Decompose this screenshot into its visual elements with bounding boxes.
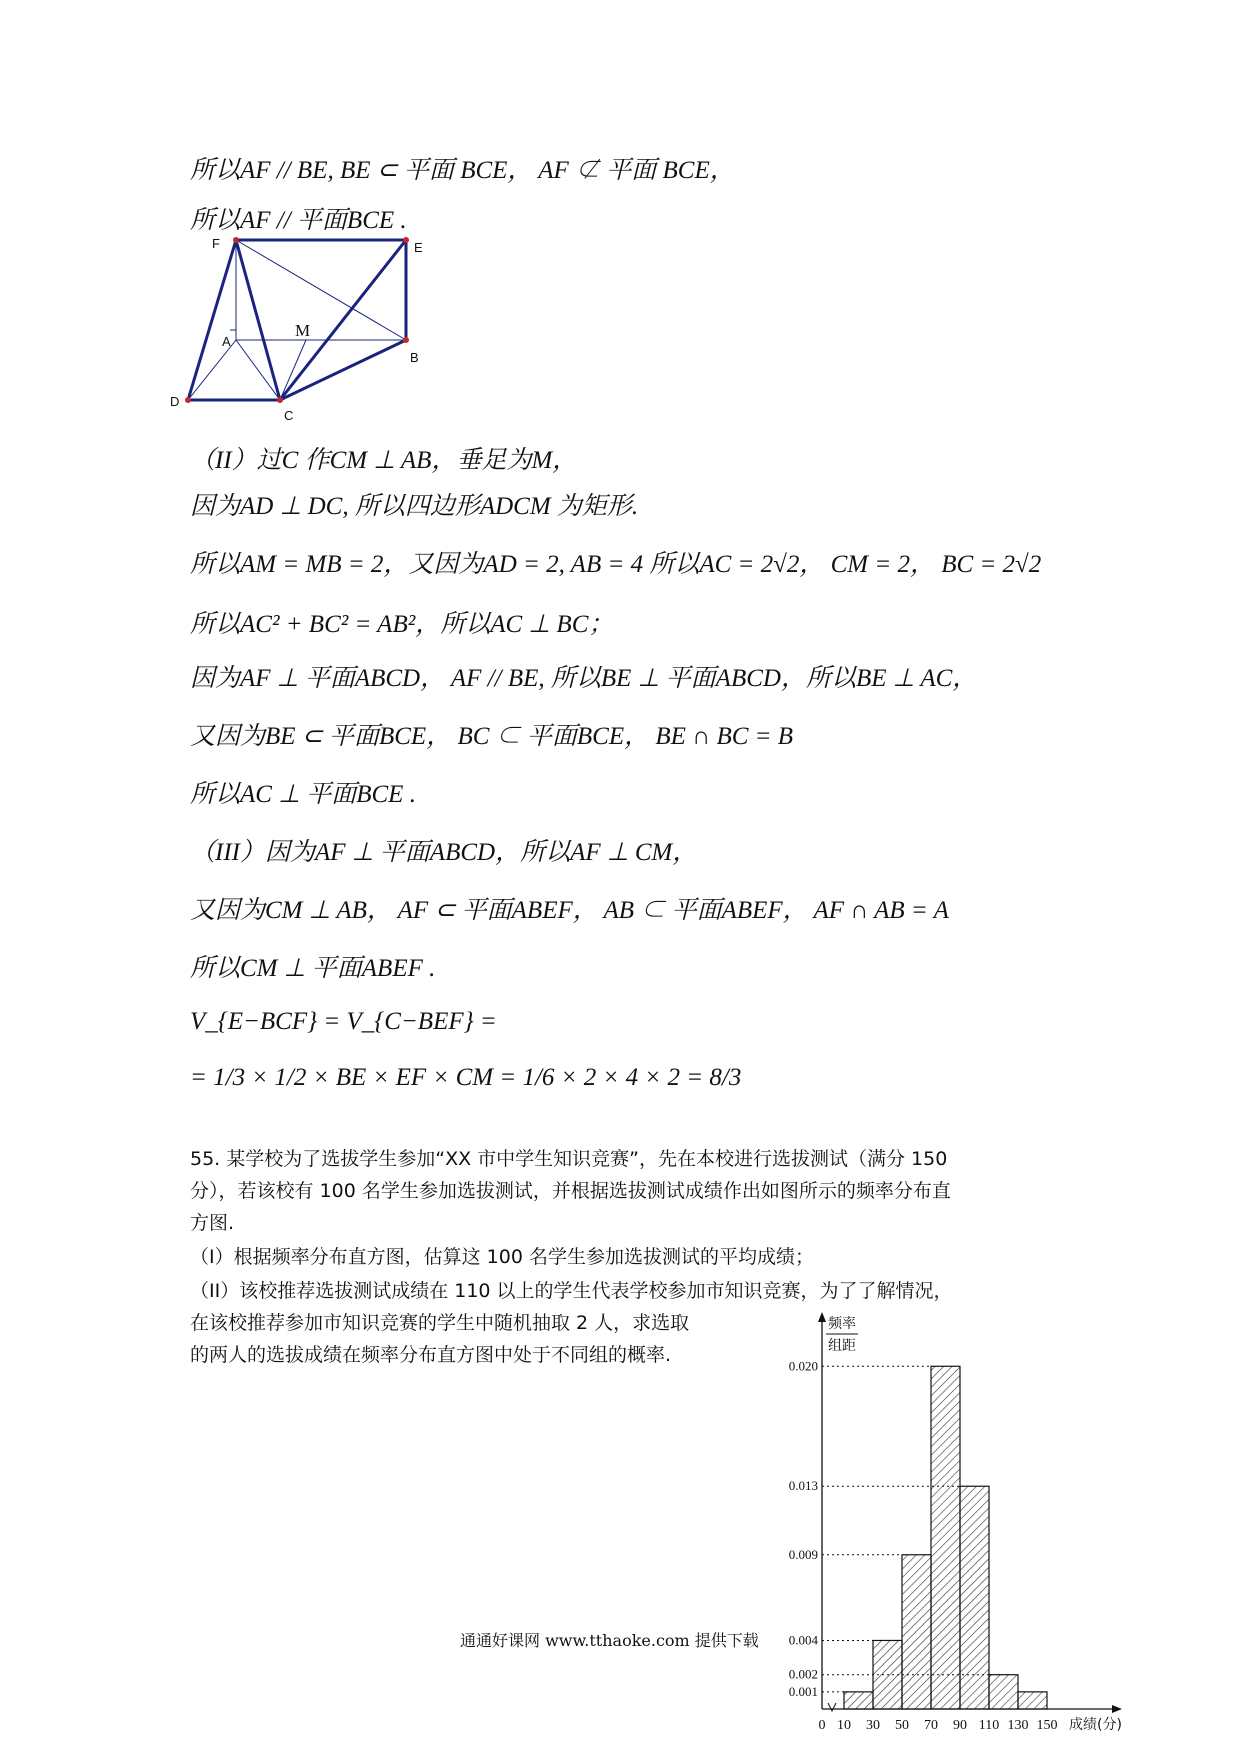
- x-axis-arrow: [1112, 1705, 1122, 1713]
- label-D: D: [170, 394, 180, 409]
- y-tick-label: 0.009: [788, 1546, 818, 1562]
- x-tick-label: 90: [953, 1718, 967, 1733]
- y-axis-arrow: [818, 1312, 826, 1322]
- x-tick-label: 150: [1036, 1718, 1058, 1733]
- label-M: M: [295, 321, 311, 340]
- bar-110-130: [989, 1675, 1018, 1709]
- bar-90-110: [960, 1486, 989, 1709]
- solution-line-9: 所以AC ⊥ 平面BCE .: [190, 781, 416, 808]
- x-tick-label: 110: [978, 1718, 1000, 1733]
- label-F: F: [212, 236, 220, 251]
- y-tick-label: 0.013: [788, 1478, 818, 1494]
- solution-line-11: 又因为CM ⊥ AB， AF ⊂ 平面ABEF， AB ⊂ 平面ABEF， AF ∩ AB = A: [190, 897, 949, 924]
- bar-130-150: [1018, 1692, 1047, 1709]
- x-tick-label: 10: [837, 1718, 851, 1733]
- label-A: A: [222, 334, 231, 349]
- label-B: B: [410, 350, 419, 365]
- x-origin-label: 0: [818, 1718, 826, 1733]
- y-tick-label: 0.020: [788, 1358, 818, 1374]
- problem-part-1: （I）根据频率分布直方图，估算这 100 名学生参加选拔测试的平均成绩；: [190, 1246, 814, 1268]
- x-tick-label: 130: [1007, 1718, 1029, 1733]
- volume-computation: = 1/3 × 1/2 × BE × EF × CM = 1/6 × 2 × 4 × 2 = 8/3: [190, 1064, 742, 1091]
- bar-70-90: [931, 1366, 960, 1709]
- solution-line-2: 所以AF // 平面BCE .: [190, 207, 407, 234]
- problem-part-2: （II）该校推荐选拔测试成绩在 110 以上的学生代表学校参加市知识竞赛，为了了解情况，: [190, 1280, 953, 1302]
- solution-line-12: 所以CM ⊥ 平面ABEF .: [190, 955, 436, 982]
- y-tick-label: 0.001: [788, 1683, 818, 1699]
- y-axis-label-denominator: 组距: [828, 1338, 856, 1354]
- geometry-figure: [170, 230, 470, 430]
- problem-line-3: 方图.: [190, 1212, 235, 1234]
- x-tick-label: 70: [924, 1718, 938, 1733]
- frequency-histogram: [760, 1312, 1160, 1754]
- bar-10-30: [844, 1692, 873, 1709]
- solution-line-5: 所以AM = MB = 2，又因为AD = 2, AB = 4 所以AC = 2√2， CM = 2， BC = 2√2: [190, 551, 1042, 578]
- label-C: C: [284, 408, 294, 423]
- x-tick-label: 50: [895, 1718, 909, 1733]
- problem-line-2: 分），若该校有 100 名学生参加选拔测试，并根据选拔测试成绩作出如图所示的频率分布直: [190, 1180, 951, 1202]
- axis-break-mark: [828, 1703, 836, 1711]
- footer-source: 通通好课网 www.tthaoke.com 提供下载: [460, 1631, 759, 1650]
- bar-50-70: [902, 1555, 931, 1709]
- y-axis-label: 频率: [828, 1316, 856, 1332]
- x-tick-label: 30: [866, 1718, 880, 1733]
- problem-line-7: 的两人的选拔成绩在频率分布直方图中处于不同组的概率.: [190, 1344, 672, 1366]
- y-tick-label: 0.004: [788, 1632, 818, 1648]
- solution-line-7: 因为AF ⊥ 平面ABCD， AF // BE, 所以BE ⊥ 平面ABCD，所以BE ⊥ AC，: [190, 665, 978, 692]
- solution-line-10: （III）因为AF ⊥ 平面ABCD，所以AF ⊥ CM，: [190, 839, 698, 866]
- solution-line-4: 因为AD ⊥ DC, 所以四边形ADCM 为矩形.: [190, 493, 639, 520]
- x-axis-label: 成绩(分): [1069, 1717, 1122, 1733]
- problem-line-1: 55. 某学校为了选拔学生参加“XX 市中学生知识竞赛”，先在本校进行选拔测试（满分 150: [190, 1148, 948, 1170]
- solution-line-8: 又因为BE ⊂ 平面BCE， BC ⊂ 平面BCE， BE ∩ BC = B: [190, 723, 794, 750]
- solution-line-6: 所以AC² + BC² = AB²，所以AC ⊥ BC；: [190, 611, 614, 638]
- label-E: E: [414, 240, 423, 255]
- problem-line-6: 在该校推荐参加市知识竞赛的学生中随机抽取 2 人，求选取: [190, 1312, 690, 1334]
- solution-line-1: 所以AF // BE, BE ⊂ 平面 BCE， AF ⊄ 平面 BCE，: [190, 157, 735, 184]
- y-tick-label: 0.002: [788, 1666, 818, 1682]
- volume-equation: V_{E−BCF} = V_{C−BEF} =: [190, 1008, 497, 1035]
- solution-line-3: （II）过C 作CM ⊥ AB，垂足为M，: [190, 447, 578, 474]
